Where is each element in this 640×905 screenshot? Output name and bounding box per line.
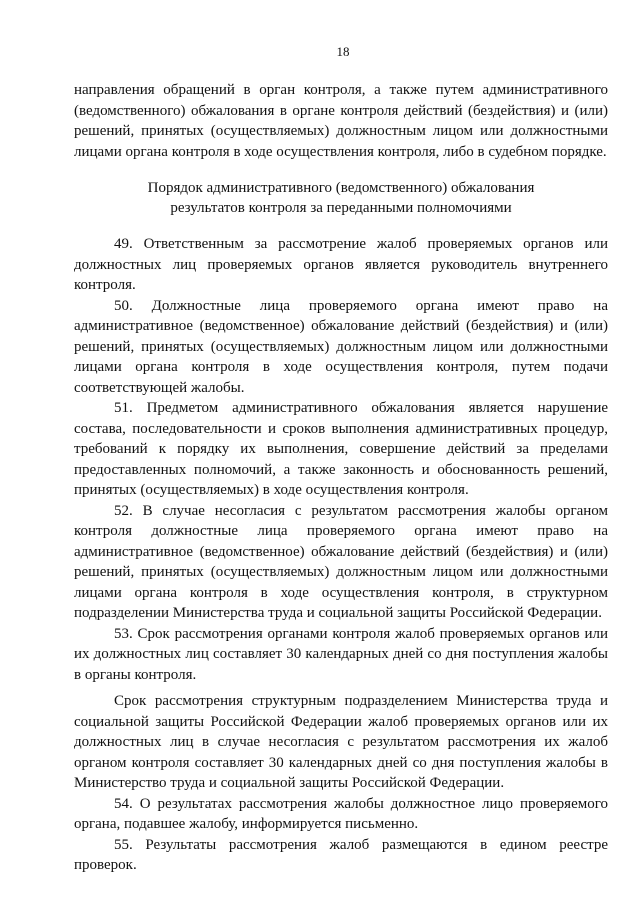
- section-heading-line-1: Порядок административного (ведомственного) обжалования: [147, 180, 535, 196]
- paragraph-49: 49. Ответственным за рассмотрение жалоб проверяемых органов или должностных лиц проверяемых органов является руководитель внутреннего контроля.: [74, 236, 608, 293]
- paragraph-52: 52. В случае несогласия с результатом рассмотрения жалобы органом контроля должностные лица проверяемого органа имеют право на административное (ведомственное) обжалование действий (бездействия) и (или) решений, принятых (осуществляемых) должностным лицом или должностными лицами органа контроля в ходе осуществления контроля, в структурном подразделении Министерства труда и социальной защиты Российской Федерации.: [74, 502, 608, 621]
- section-heading: [74, 178, 608, 218]
- paragraph-53: 53. Срок рассмотрения органами контроля жалоб проверяемых органов или их должностных лиц составляет 30 календарных дней со дня поступления жалобы в органы контроля.: [74, 625, 608, 683]
- intro-paragraph: направления обращений в орган контроля, а также путем административного (ведомственного) обжалования в органе контроля действий (бездействия) и (или) решений, принятых (осуществляемых) должностным лицом или должностными лицами органа контроля в ходе осуществления контроля, либо в судебном порядке.: [74, 82, 608, 160]
- paragraph-50: 50. Должностные лица проверяемого органа имеют право на административное (ведомственное) обжалование действий (бездействия) и (или) решений, принятых (осуществляемых) должностным лицом или должностными лицами органа контроля в ходе осуществления контроля, путем подачи соответствующей жалобы.: [74, 297, 608, 396]
- paragraph-53-continued: Срок рассмотрения структурным подразделением Министерства труда и социальной защиты Российской Федерации жалоб проверяемых органов или их должностных лиц в случае несогласия с результатом рассмотрения их жалоб органом контроля составляет 30 календарных дней со дня поступления жалобы в Министерство труда и социальной защиты Российской Федерации.: [74, 693, 608, 791]
- section-heading-line-2: результатов контроля за переданными полномочиями: [170, 200, 512, 216]
- page-number: 18: [336, 44, 350, 59]
- paragraph-51: 51. Предметом административного обжалования является нарушение состава, последовательности и сроков выполнения административных процедур, требований к порядку их выполнения, совершение действий за пределами предоставленных полномочий, а также законность и обоснованность решений, принятых (осуществляемых) в ходе осуществления контроля.: [74, 400, 608, 498]
- paragraph-54: 54. О результатах рассмотрения жалобы должностное лицо проверяемого органа, подавшее жалобу, информируется письменно.: [74, 795, 608, 832]
- paragraph-55: 55. Результаты рассмотрения жалоб размещаются в едином реестре проверок.: [74, 836, 608, 873]
